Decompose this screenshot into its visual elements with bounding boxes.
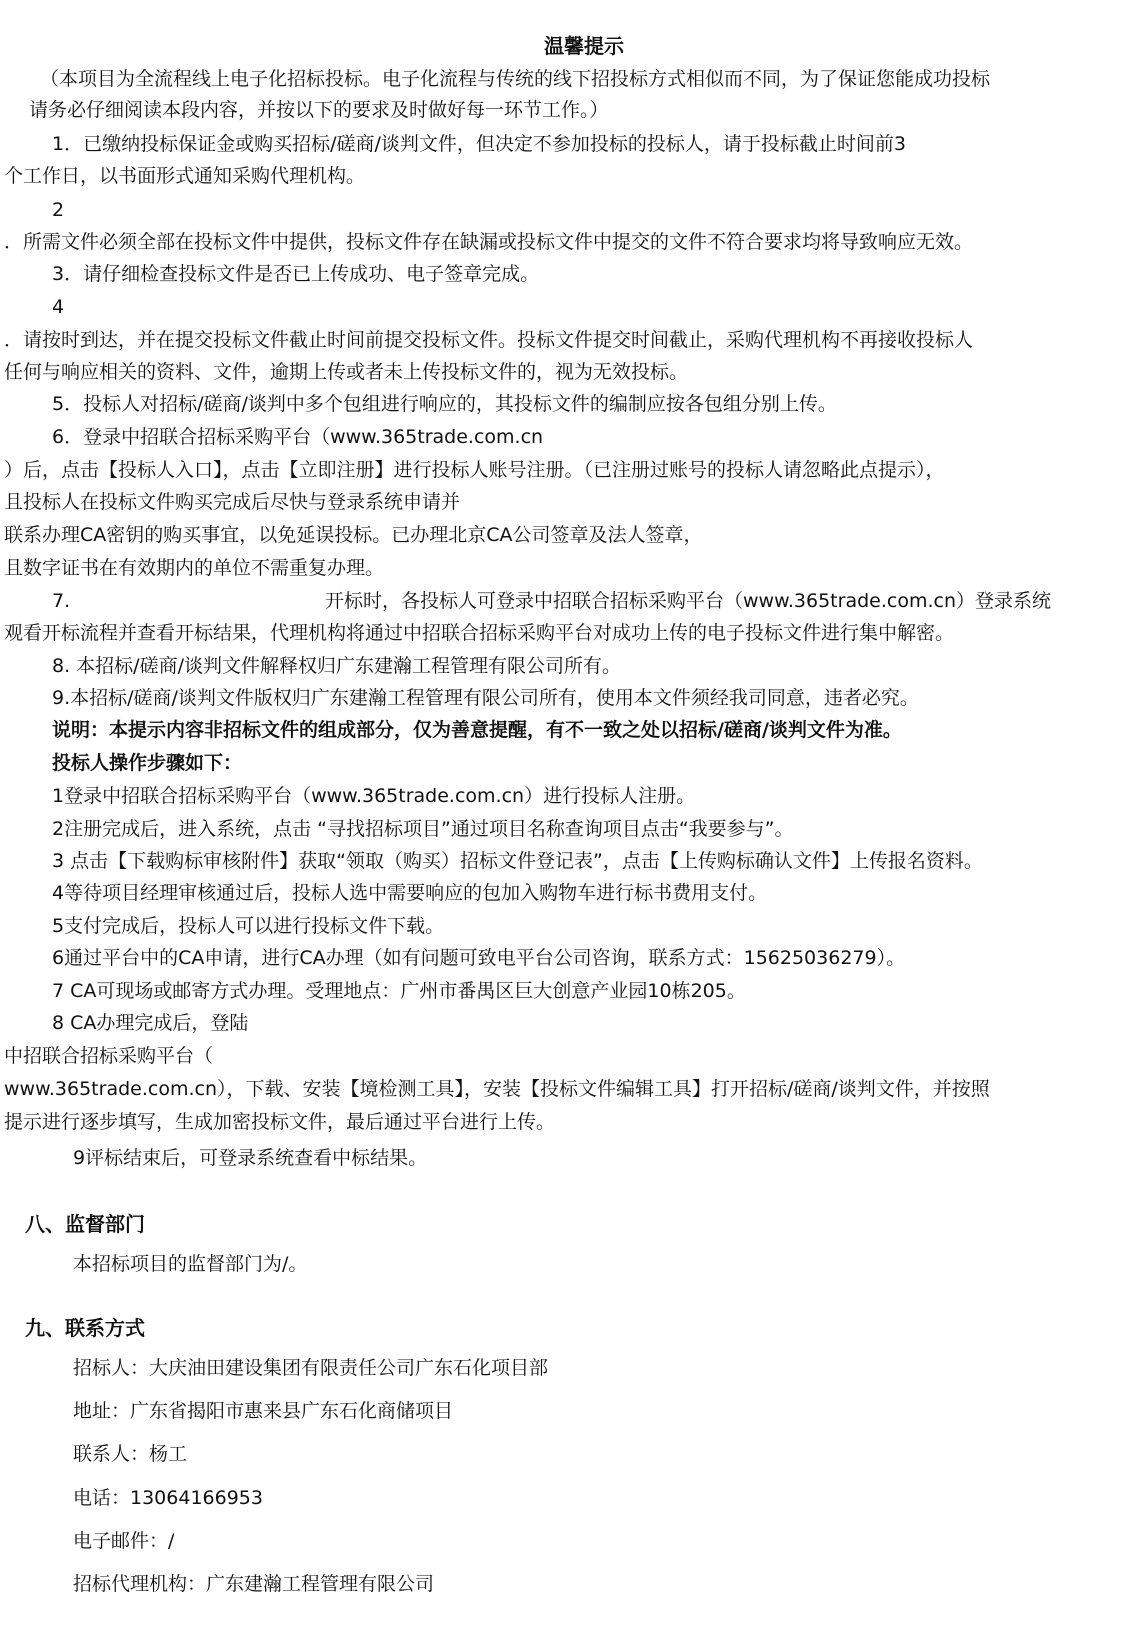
item2-text: ．所需文件必须全部在投标文件中提供，投标文件存在缺漏或投标文件中提交的文件不符合要求均将导致响应无效。 — [4, 231, 974, 253]
item3-text: 3．请仔细检查投标文件是否已上传成功、电子签章完成。 — [52, 263, 540, 285]
item6-line-3: 且投标人在投标文件购买完成后尽快与登录系统申请并 — [4, 491, 461, 513]
contact-tenderer: 招标人：大庆油田建设集团有限责任公司广东石化项目部 — [73, 1357, 549, 1379]
step-5: 5支付完成后，投标人可以进行投标文件下载。 — [52, 915, 445, 937]
item9-text: 9.本招标/磋商/谈判文件版权归广东建瀚工程管理有限公司所有，使用本文件须经我司同意，违者必究。 — [52, 687, 919, 709]
contact-person: 联系人：杨工 — [73, 1443, 188, 1465]
item1-line-1: 1．已缴纳投标保证金或购买招标/磋商/谈判文件，但决定不参加投标的投标人，请于投标截止时间前3 — [52, 133, 906, 155]
item7-number: 7. — [52, 590, 71, 612]
disclaimer-note: 说明：本提示内容非招标文件的组成部分，仅为善意提醒，有不一致之处以招标/磋商/谈判文件为准。 — [52, 719, 902, 741]
step-1: 1登录中招联合招标采购平台（www.365trade.com.cn）进行投标人注册。 — [52, 785, 696, 807]
item7-line-1: 开标时，各投标人可登录中招联合招标采购平台（www.365trade.com.cn）登录系统 — [325, 590, 1051, 612]
item5-text: 5．投标人对招标/磋商/谈判中多个包组进行响应的，其投标文件的编制应按各包组分别上传。 — [52, 393, 837, 415]
contact-address: 地址：广东省揭阳市惠来县广东石化商储项目 — [73, 1400, 454, 1422]
notice-intro-line-1: （本项目为全流程线上电子化招标投标。电子化流程与传统的线下招投标方式相似而不同，为了保证您能成功投标 — [40, 68, 991, 90]
section8-heading: 八、监督部门 — [25, 1212, 145, 1236]
item1-line-2: 个工作日，以书面形式通知采购代理机构。 — [4, 165, 366, 187]
notice-intro-line-2: 请务必仔细阅读本段内容，并按以下的要求及时做好每一环节工作。） — [29, 99, 609, 121]
item7-line-2: 观看开标流程并查看开标结果，代理机构将通过中招联合招标采购平台对成功上传的电子投标文件进行集中解密。 — [4, 622, 955, 644]
section9-heading: 九、联系方式 — [25, 1316, 145, 1340]
item8-text: 8. 本招标/磋商/谈判文件解释权归广东建瀚工程管理有限公司所有。 — [52, 655, 621, 677]
step-8-cont-1: 中招联合招标采购平台（ — [4, 1045, 214, 1067]
contact-phone: 电话：13064166953 — [73, 1487, 263, 1509]
notice-title: 温馨提示 — [544, 34, 624, 58]
step-9: 9评标结束后，可登录系统查看中标结果。 — [73, 1147, 428, 1169]
item4-line-1: ．请按时到达，并在提交投标文件截止时间前提交投标文件。投标文件提交时间截止，采购代理机构不再接收投标人 — [4, 329, 974, 351]
item6-line-4: 联系办理CA密钥的购买事宜，以免延误投标。已办理北京CA公司签章及法人签章， — [4, 524, 703, 546]
item4-line-2: 任何与响应相关的资料、文件，逾期上传或者未上传投标文件的，视为无效投标。 — [4, 361, 689, 383]
step-8-cont-2: www.365trade.com.cn），下载、安装【境检测工具】，安装【投标文件编辑工具】打开招标/磋商/谈判文件，并按照 — [4, 1078, 990, 1100]
step-3: 3 点击【下载购标审核附件】获取“领取（购买）招标文件登记表”，点击【上传购标确认文件】上传报名资料。 — [52, 850, 983, 872]
steps-heading: 投标人操作步骤如下： — [52, 752, 243, 774]
step-7: 7 CA可现场或邮寄方式办理。受理地点：广州市番禺区巨大创意产业园10栋205。 — [52, 980, 746, 1002]
contact-agency: 招标代理机构：广东建瀚工程管理有限公司 — [73, 1573, 435, 1595]
step-6: 6通过平台中的CA申请，进行CA办理（如有问题可致电平台公司咨询，联系方式：15625036279）。 — [52, 947, 906, 969]
section8-text: 本招标项目的监督部门为/。 — [73, 1253, 308, 1275]
contact-email: 电子邮件：/ — [73, 1530, 175, 1552]
item6-line-2: ）后，点击【投标人入口】，点击【立即注册】进行投标人账号注册。（已注册过账号的投标人请忽略此点提示）， — [4, 459, 945, 481]
item6-line-5: 且数字证书在有效期内的单位不需重复办理。 — [4, 557, 385, 579]
item2-number: 2 — [52, 199, 65, 221]
step-4: 4等待项目经理审核通过后，投标人选中需要响应的包加入购物车进行标书费用支付。 — [52, 882, 768, 904]
item6-line-1: 6．登录中招联合招标采购平台（www.365trade.com.cn — [52, 426, 544, 448]
step-8: 8 CA办理完成后，登陆 — [52, 1012, 249, 1034]
item4-number: 4 — [52, 296, 65, 318]
step-2: 2注册完成后，进入系统，点击 “寻找招标项目”通过项目名称查询项目点击“我要参与”。 — [52, 818, 794, 840]
step-8-cont-3: 提示进行逐步填写，生成加密投标文件，最后通过平台进行上传。 — [4, 1111, 556, 1133]
